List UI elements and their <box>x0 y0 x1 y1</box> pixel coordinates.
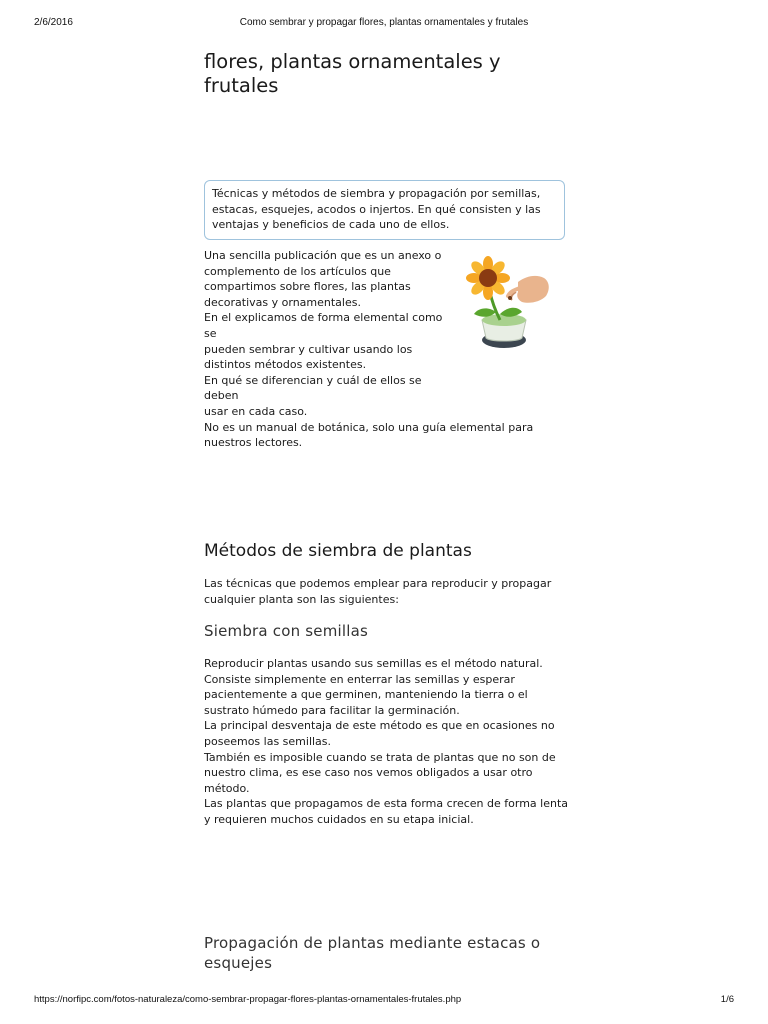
semillas-line: Consiste simplemente en enterrar las semillas y esperar pacientemente a que germinen, manteniendo la tierra o el sustrato húmedo para facilitar la germinación. <box>204 672 528 717</box>
print-header <box>0 17 768 31</box>
intro-line: Una sencilla publicación que es un anexo o <box>204 249 442 262</box>
intro-line: pueden sembrar y cultivar usando los <box>204 342 413 356</box>
intro-narrow-block <box>204 248 450 420</box>
print-footer <box>0 994 768 1008</box>
intro-line: En el explicamos de forma elemental como se <box>204 311 443 340</box>
subsection-heading-estacas: Propagación de plantas mediante estacas o esquejes <box>204 934 541 972</box>
intro-line: usar en cada caso. <box>204 404 308 418</box>
semillas-line: También es imposible cuando se trata de plantas que no son de nuestro clima, es ese caso nos vemos obligados a usar otro método. <box>204 750 556 795</box>
summary-box <box>204 180 565 240</box>
flower-center <box>479 269 497 287</box>
intro-last-line: No es un manual de botánica, solo una guía elemental para nuestros lectores. <box>204 420 534 450</box>
print-date: 2/6/2016 <box>34 17 73 28</box>
sunflower-pot-icon <box>460 256 556 352</box>
semillas-line: Las plantas que propagamos de esta forma crecen de forma lenta y requieren muchos cuidados en su etapa inicial. <box>204 797 568 826</box>
semillas-line: Reproducir plantas usando sus semillas es el método natural. <box>204 657 543 670</box>
intro-line: distintos métodos existentes. <box>204 358 367 372</box>
print-title: Como sembrar y propagar flores, plantas ornamentales y frutales <box>239 17 529 28</box>
subsection-heading-semillas: Siembra con semillas <box>204 622 369 640</box>
print-url: https://norfipc.com/fotos-naturaleza/como-sembrar-propagar-flores-plantas-ornamentales-frutales.php <box>34 994 462 1005</box>
hand-shape <box>517 276 549 303</box>
section-heading-metodos: Métodos de siembra de plantas <box>204 541 472 561</box>
semillas-text <box>204 656 568 828</box>
summary-text: Técnicas y métodos de siembra y propagación por semillas, estacas, esquejes, acodos o injertos. En qué consisten y las ventajas y beneficios de cada uno de ellos. <box>212 187 541 231</box>
page-number: 1/6 <box>720 994 734 1005</box>
sunflower-head <box>466 256 510 300</box>
section-intro-text: Las técnicas que podemos emplear para reproducir y propagar cualquier planta son las siguientes: <box>204 577 552 606</box>
sunflower-pot-illustration <box>460 256 556 352</box>
intro-line: En qué se diferencian y cuál de ellos se deben <box>204 373 422 403</box>
semillas-line: La principal desventaja de este método es que en ocasiones no poseemos las semillas. <box>204 719 555 748</box>
intro-line: complemento de los artículos que <box>204 264 391 278</box>
intro-line: compartimos sobre flores, las plantas <box>204 280 411 294</box>
leaf-right <box>500 308 522 317</box>
page-title: flores, plantas ornamentales y frutales <box>204 50 501 97</box>
seed <box>508 296 512 300</box>
intro-line: decorativas y ornamentales. <box>204 295 361 309</box>
article-content <box>204 50 568 972</box>
